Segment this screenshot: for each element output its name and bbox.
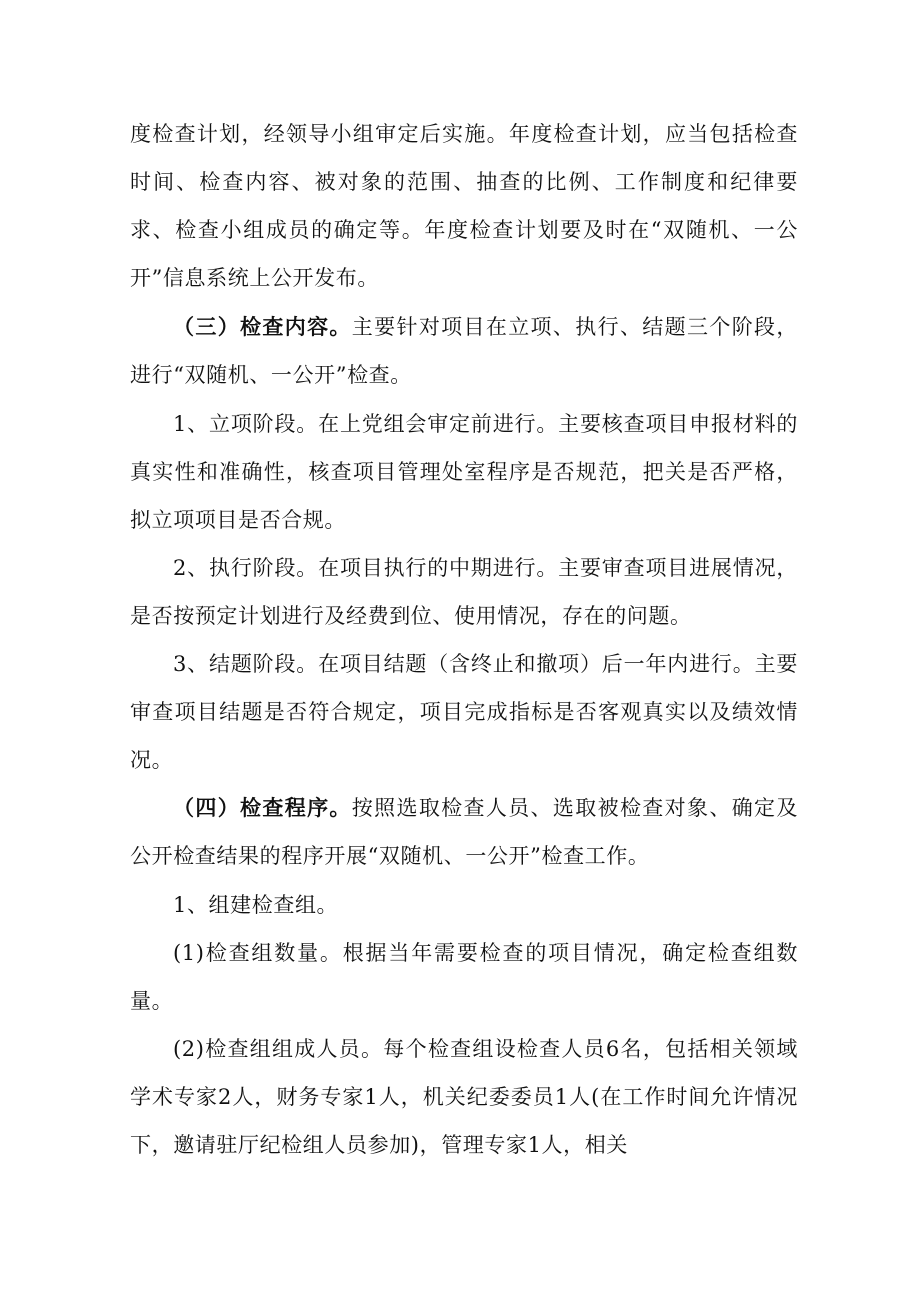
- paragraph-text: 1、立项阶段。在上党组会审定前进行。主要核查项目申报材料的真实性和准确性，核查项目管理处室程序是否规范，把关是否严格，拟立项项目是否合规。: [130, 412, 798, 532]
- paragraph-inspection-content: [130, 303, 798, 399]
- paragraph-closing-stage: [130, 640, 798, 784]
- section-heading: （四）检查程序。: [173, 796, 352, 820]
- paragraph-annual-plan: [130, 110, 798, 302]
- paragraph-form-group: [130, 881, 798, 929]
- paragraph-text: (1)检查组数量。根据当年需要检查的项目情况，确定检查组数量。: [130, 941, 798, 1013]
- paragraph-text: 度检查计划，经领导小组审定后实施。年度检查计划，应当包括检查时间、检查内容、被对象的范围、抽查的比例、工作制度和纪律要求、检查小组成员的确定等。年度检查计划要及时在“双随机、一公开”信息系统上公开发布。: [130, 122, 798, 290]
- paragraph-text: 按照选取检查人员、选取被检查对象、确定及公开检查结果的程序开展“双随机、一公开”检查工作。: [130, 796, 798, 868]
- paragraph-group-members: [130, 1025, 798, 1169]
- paragraph-text: 1、组建检查组。: [173, 893, 339, 917]
- paragraph-approval-stage: [130, 400, 798, 544]
- paragraph-text: 3、结题阶段。在项目结题（含终止和撤项）后一年内进行。主要审查项目结题是否符合规定，项目完成指标是否客观真实以及绩效情况。: [130, 652, 798, 772]
- section-heading: （三）检查内容。: [173, 315, 352, 339]
- paragraph-inspection-procedure: [130, 784, 798, 880]
- paragraph-text: 主要针对项目在立项、执行、结题三个阶段，进行“双随机、一公开”检查。: [130, 315, 798, 387]
- paragraph-execution-stage: [130, 544, 798, 640]
- paragraph-text: 2、执行阶段。在项目执行的中期进行。主要审查项目进展情况，是否按预定计划进行及经费到位、使用情况，存在的问题。: [130, 556, 798, 628]
- paragraph-group-count: [130, 929, 798, 1025]
- paragraph-text: (2)检查组组成人员。每个检查组设检查人员6名，包括相关领域学术专家2人，财务专家1人，机关纪委委员1人(在工作时间允许情况下，邀请驻厅纪检组人员参加)，管理专家1人，相关: [130, 1037, 798, 1157]
